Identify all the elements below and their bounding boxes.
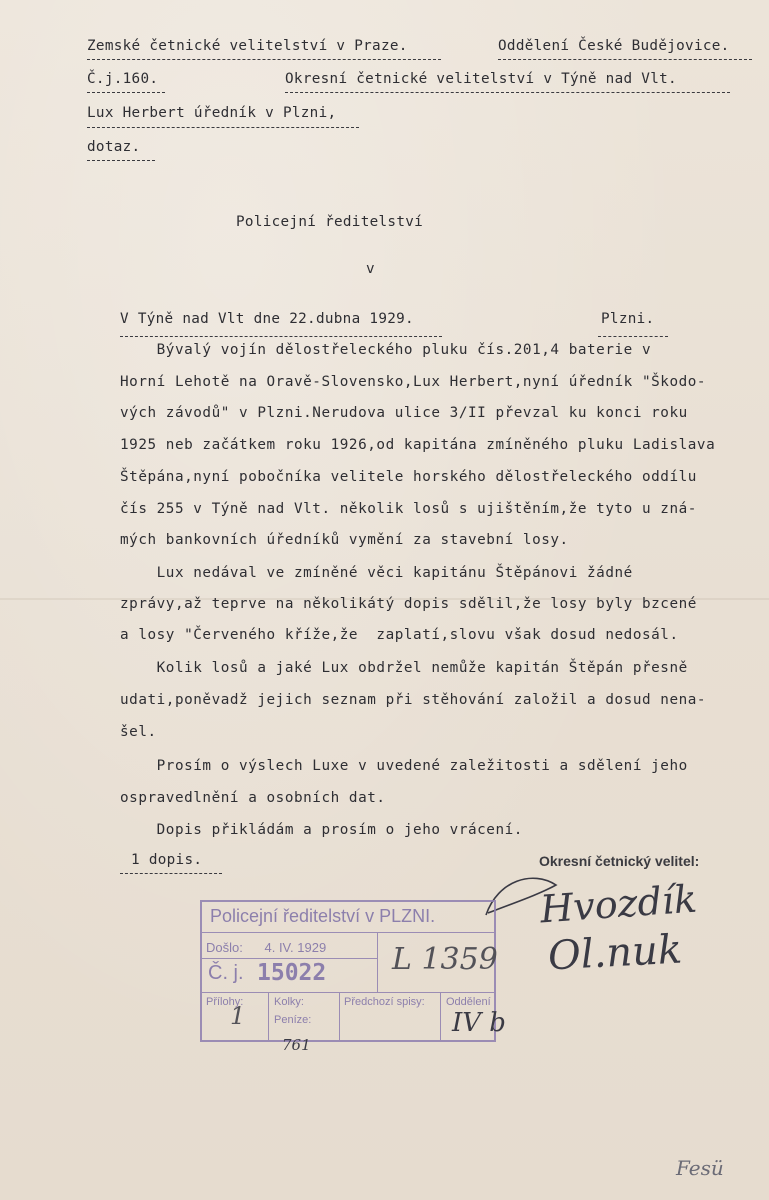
stamp-attachments-value: 1 — [230, 1002, 246, 1030]
stamp-received — [206, 940, 326, 955]
stamp-stamps-label: Kolky: — [274, 996, 304, 1008]
stamp-received-date: 4. IV. 1929 — [264, 940, 327, 955]
signature-title: Okresní četnický velitel: — [539, 853, 700, 869]
stamp-cj-label: Č. j. — [208, 962, 244, 984]
department-value: IV b — [452, 1008, 506, 1038]
stamp-handwritten-ref: L 1359 — [392, 942, 498, 977]
addressee-line2: v — [366, 261, 375, 277]
subject-line: Lux Herbert úředník v Plzni, — [87, 105, 337, 121]
stamp-previous-label: Předchozí spisy: — [344, 996, 425, 1008]
stamp-received-label: Došlo: — [206, 940, 243, 955]
district-org: Okresní četnické velitelství v Týně nad Vlt. — [285, 71, 677, 87]
place-date-underline — [120, 336, 442, 337]
corner-mark: Fesü — [676, 1156, 724, 1180]
addressee-line1: Policejní ředitelství — [236, 214, 424, 230]
body-line: šel. — [120, 724, 157, 740]
stamp-fees-label: Peníze: — [274, 1014, 312, 1026]
header-underline — [87, 92, 165, 93]
body-line: čís 255 v Týně nad Vlt. několik losů s ujištěním,že tyto u zná- — [120, 501, 697, 517]
subject-type: dotaz. — [87, 139, 141, 155]
body-line: Lux nedával ve zmíněné věci kapitánu Štěpánovi žádné — [120, 565, 633, 581]
city-underline — [598, 336, 668, 337]
body-line: vých závodů" v Plzni.Nerudova ulice 3/II převzal ku konci roku — [120, 405, 688, 421]
stamp-attachments-label: Přílohy: — [206, 996, 244, 1008]
place-date: V Týně nad Vlt dne 22.dubna 1929. — [120, 311, 414, 327]
marginal-number: 761 — [282, 1036, 311, 1054]
body-line: ospravedlnění a osobních dat. — [120, 790, 386, 806]
stamp-divider — [440, 992, 441, 1040]
stamp-divider — [202, 958, 377, 959]
stamp-cj-number: 15022 — [257, 960, 327, 986]
header-underline — [498, 59, 752, 60]
stamp-divider — [202, 932, 494, 933]
body-line: zprávy,až teprve na několikátý dopis sdělil,že losy byly bzcené — [120, 596, 697, 612]
header-underline — [87, 127, 359, 128]
body-line: udati,poněvadž jejich seznam při stěhování založil a dosud nena- — [120, 692, 707, 708]
stamp-divider — [202, 992, 494, 993]
body-line: Horní Lehotě na Oravě-Slovensko,Lux Herbert,nyní úředník "Škodo- — [120, 374, 707, 390]
body-line: Kolik losů a jaké Lux obdržel nemůže kapitán Štěpán přesně — [120, 660, 688, 676]
body-line: 1925 neb začátkem roku 1926,od kapitána zmíněného pluku Ladislava — [120, 437, 716, 453]
body-line: Štěpána,nyní pobočníka velitele horského dělostřeleckého oddílu — [120, 469, 697, 485]
enclosure-underline — [120, 873, 222, 874]
stamp-divider — [377, 932, 378, 992]
body-line: Prosím o výslech Luxe v uvedené zaležitosti a sdělení jeho — [120, 758, 688, 774]
handwritten-signature-2: Ol.nuk — [546, 926, 684, 980]
enclosure-note: 1 dopis. — [131, 852, 203, 868]
header-underline — [285, 92, 730, 93]
reference-number: Č.j.160. — [87, 71, 159, 87]
body-line: mých bankovních úředníků vymění za stavební losy. — [120, 532, 569, 548]
addressee-city: Plzni. — [601, 311, 655, 327]
body-line: a losy "Červeného kříže,že zaplatí,slovu však dosud nedosál. — [120, 627, 679, 643]
stamp-divider — [339, 992, 340, 1040]
stamp-title: Policejní ředitelství v PLZNI. — [210, 906, 436, 926]
stamp-divider — [268, 992, 269, 1040]
header-right-org: Oddělení České Budějovice. — [498, 38, 730, 54]
header-underline — [87, 59, 441, 60]
body-line: Bývalý vojín dělostřeleckého pluku čís.201,4 baterie v — [120, 342, 652, 358]
body-line: Dopis přikládám a prosím o jeho vrácení. — [120, 822, 523, 838]
header-left-org: Zemské četnické velitelství v Praze. — [87, 38, 408, 54]
header-underline — [87, 160, 155, 161]
stamp-department-label: Oddělení — [446, 996, 491, 1008]
handwritten-signature-1: Hvozdík — [538, 876, 699, 932]
